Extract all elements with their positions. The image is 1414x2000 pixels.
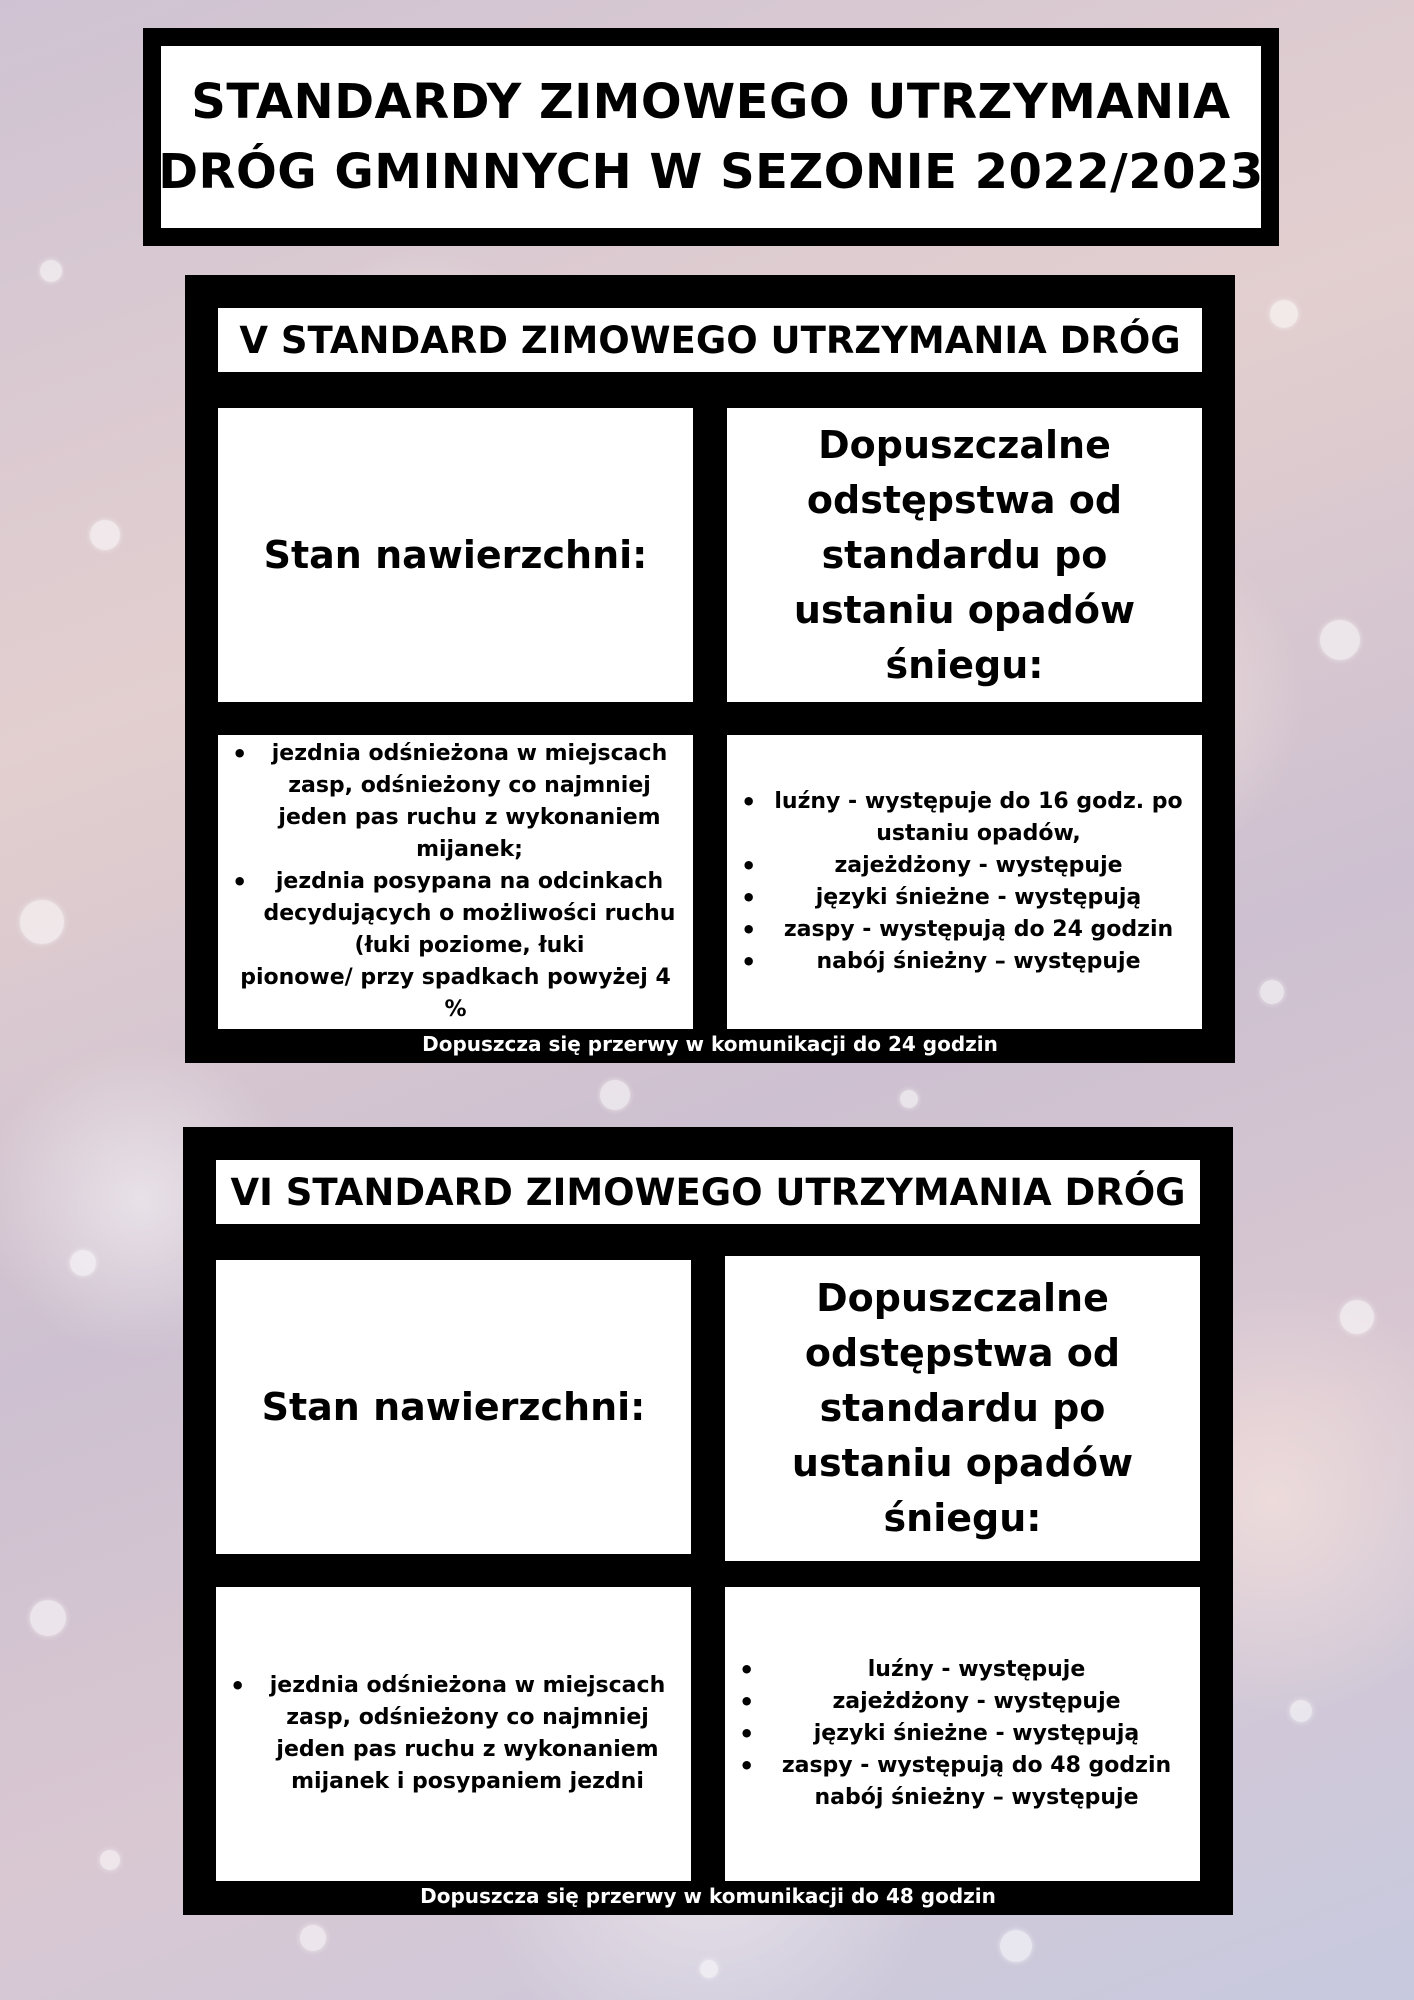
list-item: • zaspy - występują do 24 godzin <box>741 914 1188 946</box>
list-item: • nabój śnieżny – występuje <box>741 946 1188 978</box>
standard-5-deviation-list <box>727 735 1202 1029</box>
main-title-line-1: STANDARDY ZIMOWEGO UTRZYMANIA <box>191 74 1231 130</box>
list-item: • luźny - występuje do 16 godz. po ustaniu opadów, <box>741 786 1188 850</box>
standard-5-surface-header: Stan nawierzchni: <box>218 408 693 702</box>
standard-5-panel <box>185 275 1235 1063</box>
list-item: • jezdnia odśnieżona w miejscach zasp, odśnieżony co najmniej jeden pas ruchu z wykonaniem mijanek; <box>232 738 679 866</box>
list-item: • jezdnia odśnieżona w miejscach zasp, odśnieżony co najmniej jeden pas ruchu z wykonaniem mijanek i posypaniem jezdni <box>230 1670 677 1798</box>
list-item-continuation: nabój śnieżny – występuje <box>814 1785 1139 1810</box>
standard-6-surface-header: Stan nawierzchni: <box>216 1260 691 1554</box>
list-item: • luźny - występuje <box>739 1654 1186 1686</box>
standard-5-heading: V STANDARD ZIMOWEGO UTRZYMANIA DRÓG <box>218 308 1202 372</box>
standard-5-surface-list <box>218 735 693 1029</box>
standard-6-deviation-list <box>725 1587 1200 1881</box>
list-item: • zajeżdżony - występuje <box>741 850 1188 882</box>
main-title-line-2: DRÓG GMINNYCH W SEZONIE 2022/2023 <box>158 144 1264 200</box>
list-item: • języki śnieżne - występują <box>741 882 1188 914</box>
list-item: • zajeżdżony - występuje <box>739 1686 1186 1718</box>
standard-6-footer: Dopuszcza się przerwy w komunikacji do 48 godzin <box>420 1884 996 1908</box>
list-item: • języki śnieżne - występują <box>739 1718 1186 1750</box>
list-item-continuation: pionowe/ przy spadkach powyżej 4 % <box>240 965 671 1022</box>
main-title-box <box>143 28 1279 246</box>
list-item: • jezdnia posypana na odcinkach decydujących o możliwości ruchu (łuki poziome, łuki <box>232 866 679 962</box>
standard-6-deviation-header: Dopuszczalne odstępstwa od standardu po ustaniu opadów śniegu: <box>725 1256 1200 1561</box>
standard-5-footer: Dopuszcza się przerwy w komunikacji do 24 godzin <box>422 1032 998 1056</box>
standard-5-deviation-header: Dopuszczalne odstępstwa od standardu po ustaniu opadów śniegu: <box>727 408 1202 702</box>
standard-6-heading: VI STANDARD ZIMOWEGO UTRZYMANIA DRÓG <box>216 1160 1200 1224</box>
standard-6-panel <box>183 1127 1233 1915</box>
list-item: • zaspy - występują do 48 godzin <box>739 1750 1186 1782</box>
standard-6-surface-list <box>216 1587 691 1881</box>
